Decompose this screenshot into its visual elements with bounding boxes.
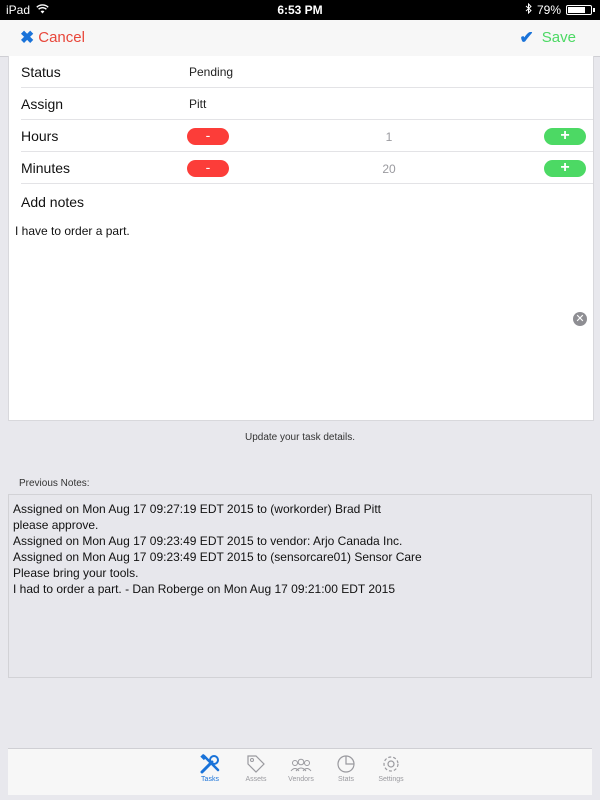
- clear-icon: ✕: [575, 313, 585, 325]
- previous-note-line: Assigned on Mon Aug 17 09:27:19 EDT 2015 to (workorder) Brad Pitt: [13, 502, 381, 516]
- previous-note-line: Assigned on Mon Aug 17 09:23:49 EDT 2015 to vendor: Arjo Canada Inc.: [13, 534, 403, 548]
- task-form: [8, 56, 594, 421]
- minutes-value: 20: [382, 162, 396, 176]
- pie-chart-icon: [321, 753, 371, 775]
- battery-percent: 79%: [536, 3, 561, 17]
- assign-value[interactable]: Pitt: [189, 97, 207, 111]
- save-button[interactable]: [520, 29, 576, 46]
- tab-settings[interactable]: [366, 753, 416, 783]
- tag-icon: [231, 753, 281, 775]
- cancel-label: Cancel: [38, 29, 85, 46]
- battery-level: [568, 7, 585, 13]
- tab-assets[interactable]: [231, 753, 281, 783]
- status-right: [525, 3, 592, 17]
- tab-label: Tasks: [201, 776, 219, 783]
- clock: 6:53 PM: [277, 3, 323, 17]
- add-notes-label: Add notes: [21, 194, 85, 210]
- minutes-row: [9, 152, 593, 184]
- hint-text: Update your task details.: [244, 432, 356, 443]
- tab-stats[interactable]: [321, 753, 371, 783]
- hours-value: 1: [385, 130, 393, 144]
- people-icon: [276, 753, 326, 775]
- assign-row[interactable]: [9, 88, 593, 120]
- assign-label: Assign: [21, 96, 64, 112]
- hours-row: [9, 120, 593, 152]
- clear-text-button[interactable]: [573, 312, 587, 326]
- tab-label: Assets: [245, 776, 267, 783]
- previous-note-line: please approve.: [13, 518, 99, 532]
- status-bar: [0, 0, 600, 20]
- tab-tasks[interactable]: [185, 753, 235, 783]
- tab-vendors[interactable]: [276, 753, 326, 783]
- previous-notes-label: Previous Notes:: [19, 478, 90, 489]
- minutes-label: Minutes: [21, 160, 71, 176]
- previous-note-line: Please bring your tools.: [13, 566, 139, 580]
- minutes-increment-button[interactable]: +: [544, 160, 586, 177]
- tab-bar: [8, 748, 592, 795]
- notes-textarea[interactable]: I have to order a part.: [15, 224, 130, 238]
- gear-icon: [366, 753, 416, 775]
- save-label: Save: [541, 29, 576, 46]
- battery-icon: [566, 5, 592, 15]
- hours-label: Hours: [21, 128, 59, 144]
- row-divider: [21, 183, 593, 184]
- previous-note-line: Assigned on Mon Aug 17 09:23:49 EDT 2015 to (sensorcare01) Sensor Care: [13, 550, 422, 564]
- previous-note-line: I had to order a part. - Dan Roberge on Mon Aug 17 09:21:00 EDT 2015: [13, 582, 396, 596]
- tools-icon: [185, 753, 235, 775]
- hours-decrement-button[interactable]: -: [187, 128, 229, 145]
- previous-notes-box[interactable]: [8, 494, 592, 678]
- hours-increment-button[interactable]: +: [544, 128, 586, 145]
- close-icon: ✖: [20, 28, 35, 47]
- tab-label: Vendors: [288, 776, 314, 783]
- status-value[interactable]: Pending: [189, 65, 234, 79]
- minutes-decrement-button[interactable]: -: [187, 160, 229, 177]
- checkmark-icon: ✔: [519, 28, 534, 47]
- tab-label: Stats: [338, 776, 354, 783]
- device-name: iPad: [6, 3, 31, 17]
- navigation-bar: [0, 20, 600, 57]
- cancel-button[interactable]: [20, 29, 85, 46]
- bluetooth-icon: [525, 3, 532, 17]
- status-row[interactable]: [9, 56, 593, 88]
- status-label: Status: [21, 64, 61, 80]
- tab-label: Settings: [378, 776, 404, 783]
